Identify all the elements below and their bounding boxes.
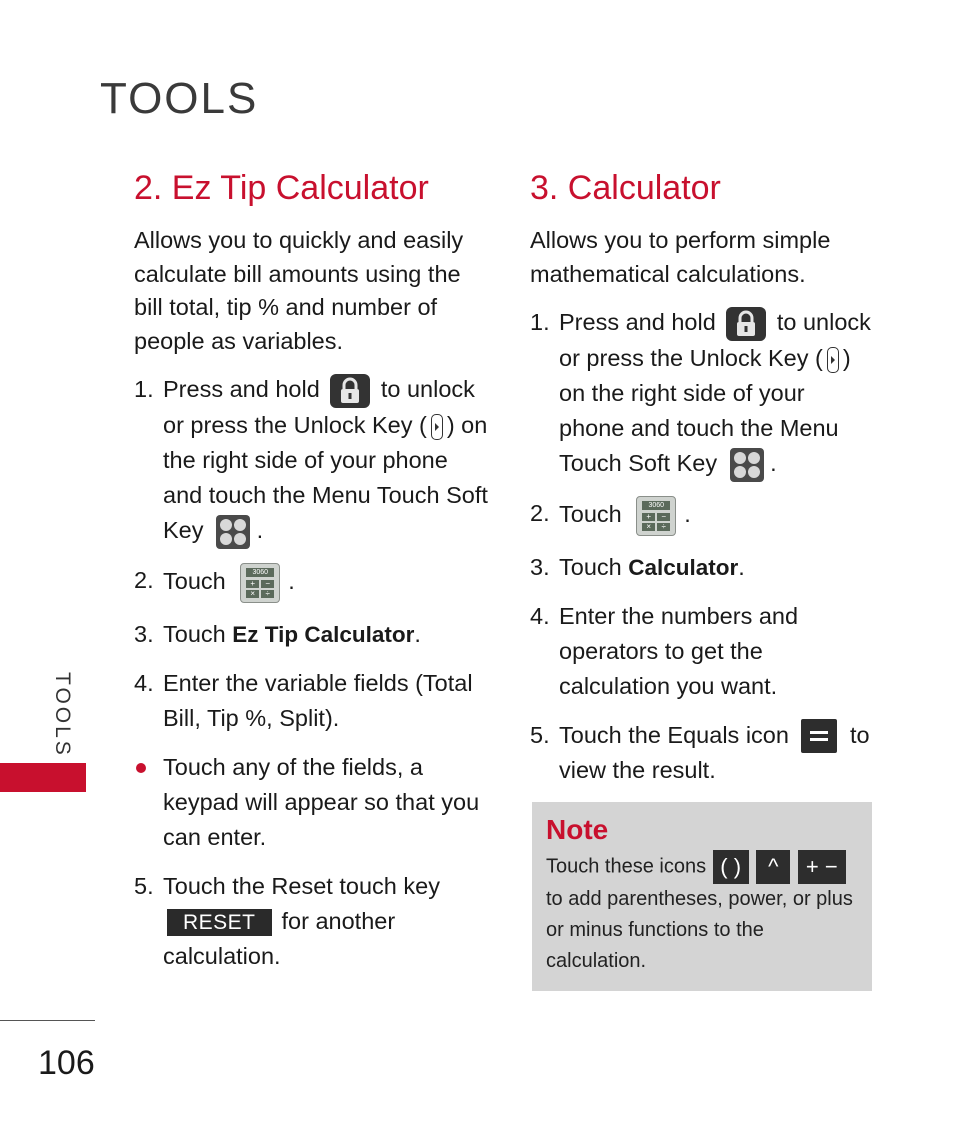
power-key-icon: ^ (756, 850, 790, 884)
step-number: 5. (134, 872, 154, 899)
calculator-icon (240, 563, 280, 603)
step-text: Touch (559, 500, 622, 527)
calc-key: + (246, 580, 259, 588)
step-text: to view the result. (559, 721, 870, 784)
calculator-step-4 (530, 599, 875, 704)
ez-tip-bullet (134, 750, 489, 855)
note-text-a: Touch these icons (546, 855, 707, 878)
step-number: 1. (530, 309, 550, 335)
calculator-step-3 (530, 550, 875, 585)
calculator-step-5 (530, 718, 875, 789)
step-text: . (288, 567, 295, 594)
step-number: 4. (134, 669, 154, 696)
step-number: 3. (530, 553, 550, 580)
step-text: . (770, 449, 777, 476)
page-number: 106 (38, 1044, 95, 1082)
calc-key: − (657, 513, 670, 521)
step-number: 2. (530, 499, 550, 526)
step-text: . (256, 516, 264, 543)
note-box (532, 802, 872, 991)
calc-key: ÷ (261, 590, 274, 598)
calc-key: × (642, 523, 655, 531)
step-text: Enter the variable fields (Total Bill, Tip %, Split). (163, 669, 473, 731)
step-number: 3. (134, 620, 154, 647)
calculator-menu-name: Calculator (628, 554, 739, 580)
reset-key: RESET (167, 909, 272, 936)
footer-divider (0, 1020, 95, 1021)
calculator-heading: 3. Calculator (530, 169, 721, 207)
unlock-key-icon (431, 414, 443, 440)
bullet-text: Touch any of the fields, a keypad will appear so that you can enter. (163, 753, 480, 850)
calculator-intro: Allows you to perform simple mathematical calculations. (530, 227, 831, 287)
calc-key: + (642, 513, 655, 521)
step-text: to unlock or press the Unlock Key ( (163, 376, 475, 438)
lock-icon (726, 307, 766, 341)
note-text (546, 850, 866, 977)
calc-key: ÷ (657, 523, 670, 531)
ez-tip-step-3 (134, 617, 489, 652)
menu-grid-icon (216, 515, 250, 549)
ez-tip-calculator-section (134, 166, 489, 988)
step-number: 5. (530, 721, 550, 748)
calc-screen: 3060 (642, 501, 670, 510)
bullet-dot-icon (136, 763, 146, 773)
step-text: Enter the numbers and operators to get the calculation you want. (559, 602, 799, 699)
ez-tip-step-2 (134, 563, 489, 603)
lock-icon (330, 374, 370, 408)
ez-tip-menu-name: Ez Tip Calculator (232, 621, 415, 647)
side-section-label: TOOLS (51, 672, 74, 758)
calculator-section (530, 166, 875, 991)
step-text: for another calculation. (163, 907, 396, 969)
step-number: 1. (134, 376, 154, 402)
step-text: ) on the right side of your phone and touch the Menu Touch Soft Key (163, 411, 488, 543)
ez-tip-intro: Allows you to quickly and easily calculate bill amounts using the bill total, tip % and number of people as variables. (134, 227, 464, 354)
note-title: Note (546, 814, 609, 846)
calc-screen: 3060 (246, 568, 274, 577)
step-text: ) on the right side of your phone and touch the Menu Touch Soft Key (559, 344, 851, 476)
step-text: . (684, 500, 691, 527)
step-text: Touch (163, 567, 226, 594)
plus-minus-key-icon: + − (798, 850, 846, 884)
step-number: 4. (530, 602, 550, 629)
step-text: . (414, 620, 421, 647)
step-text: Touch the Reset touch key (163, 872, 440, 899)
step-text: to unlock or press the Unlock Key ( (559, 309, 871, 371)
side-section-tab (0, 763, 86, 792)
step-text: . (738, 553, 745, 580)
page-title: TOOLS (100, 74, 259, 123)
menu-grid-icon (730, 448, 764, 482)
calc-key: − (261, 580, 274, 588)
equals-icon (801, 719, 837, 753)
step-text: Press and hold (163, 376, 320, 402)
parentheses-key-icon: ( ) (713, 850, 749, 884)
calculator-step-1 (530, 305, 875, 482)
ez-tip-calculator-heading: 2. Ez Tip Calculator (134, 169, 429, 207)
step-text: Touch (559, 553, 622, 580)
ez-tip-step-4 (134, 666, 489, 736)
calculator-icon (636, 496, 676, 536)
step-text: Touch (163, 620, 226, 647)
step-number: 2. (134, 566, 154, 593)
calculator-step-2 (530, 496, 875, 536)
unlock-key-icon (827, 347, 839, 373)
note-text-b: to add parentheses, power, or plus or minus functions to the calculation. (546, 888, 853, 973)
ez-tip-step-5 (134, 869, 489, 974)
ez-tip-step-1 (134, 372, 489, 549)
step-text: Touch the Equals icon (559, 721, 789, 748)
calc-key: × (246, 590, 259, 598)
step-text: Press and hold (559, 309, 716, 335)
